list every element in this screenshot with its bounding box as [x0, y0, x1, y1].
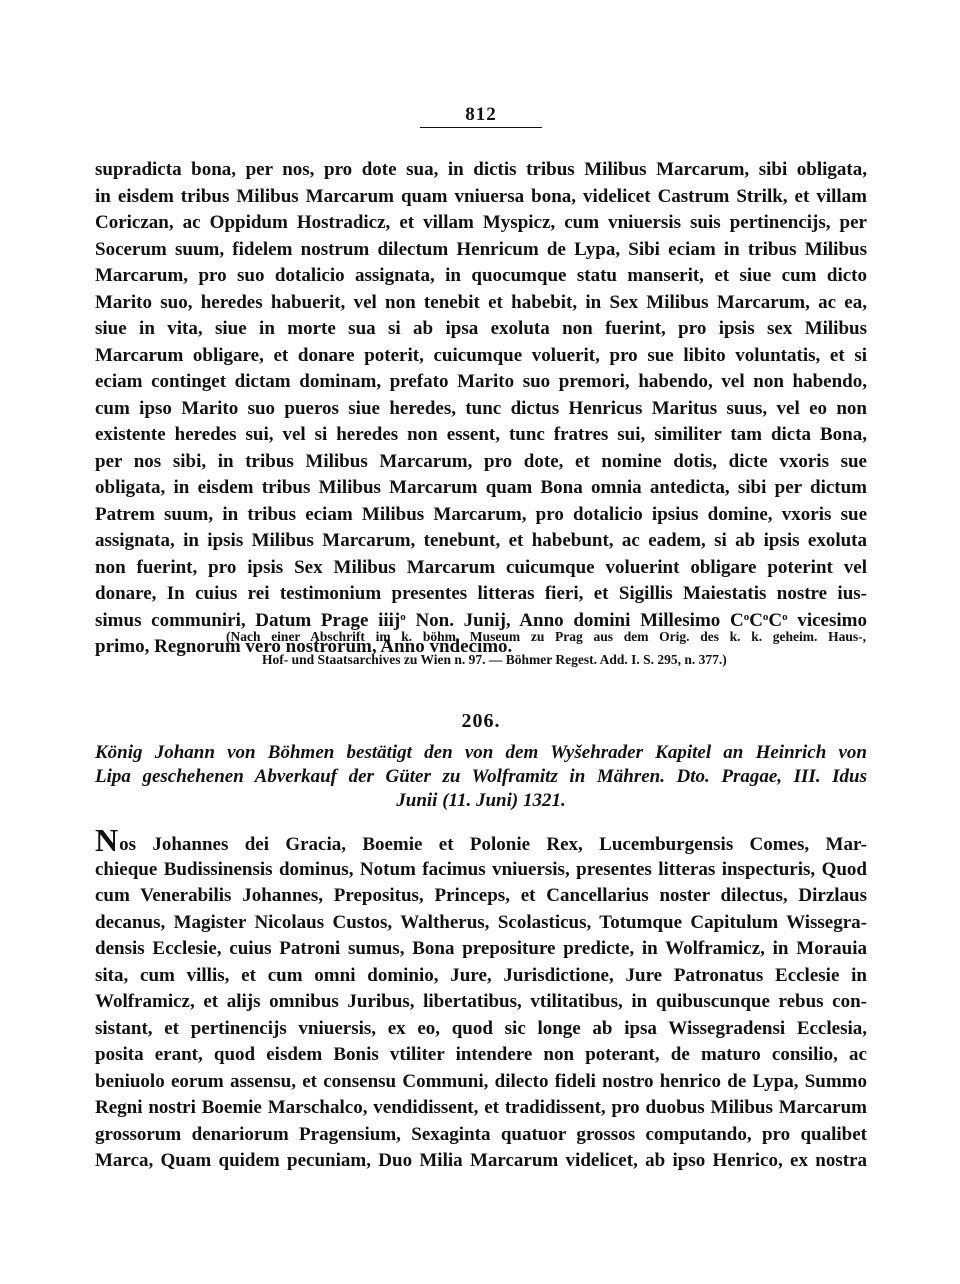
text-line: Marca, Quam quidem pecuniam, Duo Milia Marcarum videlicet, ab ipso Henrico, ex nostra	[95, 1150, 867, 1171]
text-line: Wolframicz, et alijs omnibus Juribus, libertatibus, vtilitatibus, in quibuscunque rebus con-	[95, 991, 867, 1012]
page-number: 812	[465, 104, 497, 125]
text-line: per nos sibi, in tribus Milibus Marcarum, pro dote, et nomine dotis, dicte vxoris sue	[95, 450, 867, 472]
text-line: chieque Budissinensis dominus, Notum facimus vniuersis, presentes litteras inspecturis, Quod	[95, 858, 867, 880]
source-note-line: (Nach einer Abschrift im k. böhm. Museum zu Prag aus dem Orig. des k. k. geheim. Haus-,	[226, 629, 866, 644]
initial-letter: N	[95, 822, 119, 858]
text-line: decanus, Magister Nicolaus Custos, Waltherus, Scolasticus, Totumque Capitulum Wissegra-	[95, 911, 867, 933]
text-line: cum ipso Marito suo pueros siue heredes, tunc dictus Henricus Maritus suus, vel eo non	[95, 397, 867, 419]
text-line: Marito suo, heredes habuerit, vel non tenebit et habebit, in Sex Milibus Marcarum, ac ea,	[95, 291, 867, 313]
document-heading	[95, 741, 867, 813]
charter-text	[95, 822, 867, 1175]
previous-charter-text	[95, 157, 867, 661]
text-line: sistant, et pertinencijs vniuersis, ex eo, quod sic longe ab ipsa Wissegradensi Ecclesia,	[95, 1017, 867, 1039]
heading-line: Junii (11. Juni) 1321.	[396, 790, 566, 811]
document-number: 206.	[461, 710, 501, 732]
heading-line: König Johann von Böhmen bestätigt den von dem Wyšehrader Kapitel an Heinrich von	[95, 742, 867, 763]
text-line: obligata, in eisdem tribus Milibus Marcarum quam Bona omnia antedicta, sibi per dictum	[95, 477, 867, 498]
text-line: in eisdem tribus Milibus Marcarum quam vniuersa bona, videlicet Castrum Strilk, et villam	[95, 185, 867, 207]
text-line: grossorum denariorum Pragensium, Sexaginta quatuor grossos computando, pro qualibet	[95, 1123, 867, 1145]
text-line: non fuerint, pro ipsis Sex Milibus Marcarum cuicumque voluerint obligare poterint vel	[95, 556, 867, 578]
source-note	[226, 625, 866, 671]
text-line: Marcarum, pro suo dotalicio assignata, in quocumque statu manserit, et siue cum dicto	[95, 265, 867, 286]
source-note-line: Hof- und Staatsarchives zu Wien n. 97. — Böhmer Regest. Add. I. S. 295, n. 377.)	[262, 652, 727, 667]
page-number-rule	[420, 127, 542, 128]
text-line: primo, Regnorum vero nostrorum, Anno vndecimo.	[95, 636, 513, 657]
text-line: assignata, in ipsis Milibus Marcarum, tenebunt, et habebunt, ac eadem, si ab ipsis exoluta	[95, 530, 867, 551]
text-line: existente heredes sui, vel si heredes non essent, tunc fratres sui, similiter tam dicta Bona,	[95, 424, 867, 445]
text-line: Socerum suum, fidelem nostrum dilectum Henricum de Lypa, Sibi eciam in tribus Milibus	[95, 238, 867, 260]
text-line: Patrem suum, in tribus eciam Milibus Marcarum, pro dotalicio ipsius domine, vxoris sue	[95, 503, 867, 525]
text-line: Coriczan, ac Oppidum Hostradicz, et villam Myspicz, cum vniuersis suis pertinencijs, per	[95, 212, 867, 233]
heading-line: Lipa geschehenen Abverkauf der Güter zu Wolframitz in Mähren. Dto. Pragae, III. Idus	[95, 766, 867, 787]
text-line: densis Ecclesie, cuius Patroni sumus, Bona prepositure predicte, in Wolframicz, in Morauia	[95, 938, 867, 959]
text-line: Regni nostri Boemie Marschalco, vendidissent, et tradidissent, pro duobus Milibus Marcarum	[95, 1097, 867, 1118]
text-line: supradicta bona, per nos, pro dote sua, in dictis tribus Milibus Marcarum, sibi obligata,	[95, 159, 867, 180]
date-line: simus communiri, Datum Prage iiij$^o$ Non. Junij, Anno domini Millesimo $C^oC^oC^o$ vicesimo	[95, 609, 867, 631]
text-line: eciam continget dictam dominam, prefato Marito suo premori, habendo, vel non habendo,	[95, 371, 867, 392]
first-text-line: Nos Johannes dei Gracia, Boemie et Polonie Rex, Lucemburgensis Comes, Mar-	[95, 822, 867, 858]
text-line: beniuolo eorum assensu, et consensu Communi, dilecto fideli nostro henrico de Lypa, Summo	[95, 1070, 867, 1092]
text-line: siue in vita, siue in morte sua si ab ipsa exoluta non fuerint, pro ipsis sex Milibus	[95, 318, 867, 339]
text-line: donare, In cuius rei testimonium presentes litteras fieri, et Sigillis Maiestatis nostre ius-	[95, 583, 867, 604]
text-line: Marcarum obligare, et donare poterit, cuicumque voluerit, pro sue libito voluntatis, et si	[95, 344, 867, 366]
text-line: posita erant, quod eisdem Bonis vtiliter intendere non poterant, de maturo consilio, ac	[95, 1044, 867, 1065]
text-line: cum Venerabilis Johannes, Prepositus, Princeps, et Cancellarius noster dilectus, Dirzlaus	[95, 885, 867, 906]
text-line: sita, cum villis, et cum omni dominio, Jure, Jurisdictione, Jure Patronatus Ecclesie in	[95, 964, 867, 986]
